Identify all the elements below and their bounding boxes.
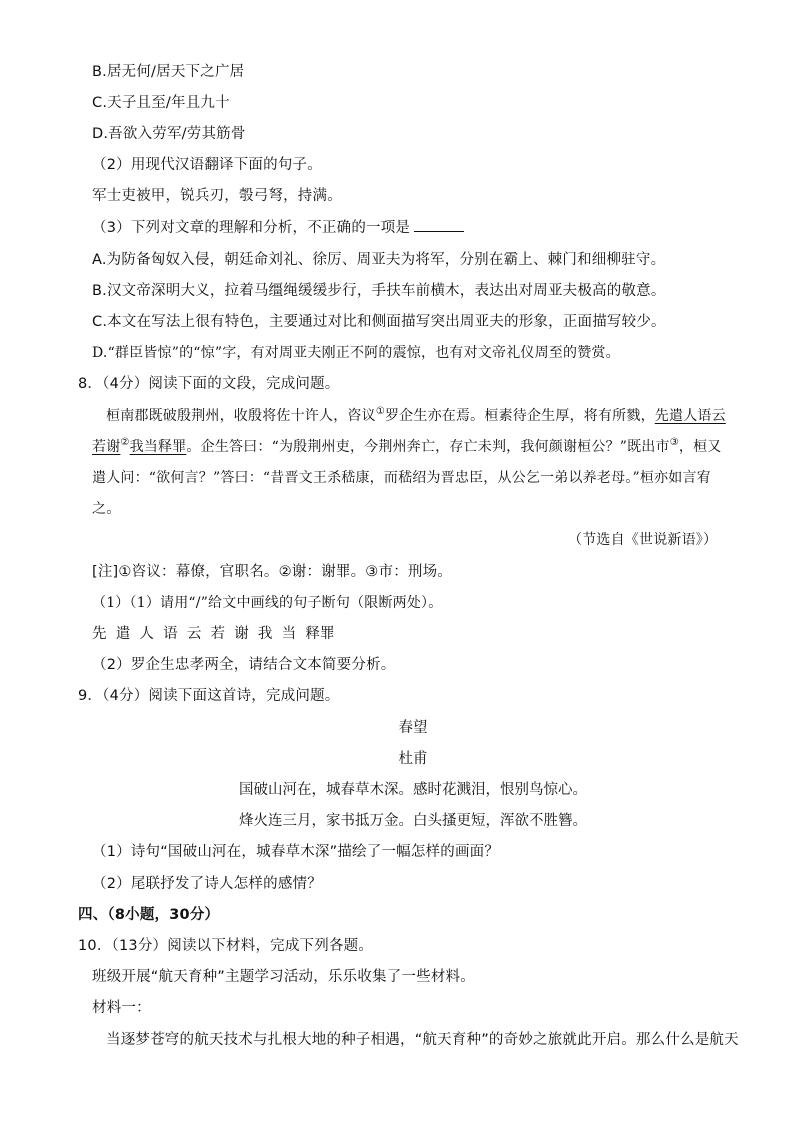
- char-cell: 释罪: [305, 626, 335, 642]
- poem-line-2: 烽火连三月，家书抵万金。白头搔更短，浑欲不胜簪。: [239, 813, 587, 829]
- q8-passage-text: ，桓又: [678, 439, 722, 455]
- q7-answer-b: B.汉文帝深明大义，拉着马缰绳缓缓步行，手扶车前横木，表达出对周亚夫极高的敬意。: [92, 283, 666, 299]
- q8-sub-question-1: （1）（1）请用“/”给文中画线的句子断句（限断两处）。: [92, 595, 443, 611]
- q8-passage-line-2: [92, 437, 721, 457]
- poem-author: 杜甫: [398, 751, 428, 767]
- char-cell: 人: [139, 626, 155, 642]
- q7-answer-d: D.“群臣皆惊”的“惊”字，有对周亚夫刚正不阿的震惊，也有对文帝礼仪周至的赞赏。: [92, 345, 620, 361]
- q8-source: （节选自《世说新语》）: [568, 532, 718, 548]
- q8-passage-line-4: 之。: [92, 501, 121, 517]
- q8-passage-line-1: [92, 406, 726, 426]
- q8-sub-question-2: （2）罗企生忠孝两全，请结合文本简要分析。: [92, 657, 396, 673]
- q8-passage-text: 罗企生亦在焉。桓素待企生厚，将有所戮，: [384, 408, 655, 424]
- q8-note: [注]①咨议：幕僚，官职名。②谢：谢罪。③市：刑场。: [92, 564, 453, 580]
- q7-translate-sentence: 军士吏被甲，锐兵刃，彀弓弩，持满。: [92, 188, 342, 204]
- footnote-mark-1: ①: [375, 406, 385, 418]
- answer-blank[interactable]: [414, 217, 464, 232]
- q10-header: 10．（13分）阅读以下材料，完成下列各题。: [78, 938, 374, 954]
- q8-sentence-chars: [92, 624, 344, 644]
- char-cell: 谢: [234, 626, 249, 642]
- footnote-mark-2: ②: [120, 437, 130, 449]
- q8-underlined-sentence: 若谢: [92, 439, 121, 455]
- q7-option-c: C.天子且至/年且九十: [92, 95, 230, 111]
- char-cell: 云: [186, 626, 202, 642]
- poem-title: 春望: [398, 720, 428, 736]
- q7-sub-question-3: [92, 217, 464, 238]
- q8-passage-text: 桓南郡既破殷荆州，收殷将佐十许人，咨议: [106, 408, 376, 424]
- footnote-mark-3: ③: [669, 437, 679, 449]
- q7-option-d: D.吾欲入劳军/劳其筋骨: [92, 126, 246, 142]
- q8-underlined-sentence: 先遣人语云: [654, 408, 726, 424]
- char-cell: 语: [163, 626, 178, 642]
- q7-option-b: B.居无何/居天下之广居: [92, 64, 245, 80]
- q9-sub-question-1: （1）诗句“国破山河在，城春草木深”描绘了一幅怎样的画面？: [92, 844, 500, 860]
- q7-answer-c: C.本文在写法上很有特色，主要通过对比和侧面描写突出周亚夫的形象，正面描写较少。: [92, 314, 666, 330]
- q9-header: 9．（4分）阅读下面这首诗，完成问题。: [78, 688, 340, 704]
- q8-passage-line-3: 遣人问：“欲何言？”答曰：“昔晋文王杀嵇康，而嵇绍为晋忠臣，从公乞一弟以养老母。”桓亦如言宥: [92, 470, 711, 486]
- poem-line-1: 国破山河在，城春草木深。感时花溅泪，恨别鸟惊心。: [239, 782, 587, 798]
- char-cell: 若: [210, 626, 226, 642]
- char-cell: 遣: [115, 626, 131, 642]
- q7-sub-question-2: （2）用现代汉语翻译下面的句子。: [92, 157, 322, 173]
- q10-intro: 班级开展“航天育种”主题学习活动，乐乐收集了一些材料。: [92, 969, 475, 985]
- q7-sub-question-3-text: （3）下列对文章的理解和分析，不正确的一项是: [92, 220, 411, 236]
- q10-paragraph: 当逐梦苍穹的航天技术与扎根大地的种子相遇，“航天育种”的奇妙之旅就此开启。那么什么是航天: [106, 1032, 739, 1048]
- q10-material-label: 材料一：: [92, 1000, 151, 1016]
- char-cell: 先: [92, 626, 107, 642]
- char-cell: 当: [281, 626, 297, 642]
- section-heading: 四、（8小题，30分）: [78, 907, 220, 923]
- q8-passage-text: 。企生答曰：“为殷荆州吏，今荆州奔亡，存亡未判，我何颜谢桓公？”既出市: [186, 439, 670, 455]
- char-cell: 我: [257, 626, 273, 642]
- q8-underlined-sentence: 我当释罪: [129, 439, 187, 455]
- q7-answer-a: A.为防备匈奴入侵，朝廷命刘礼、徐厉、周亚夫为将军，分别在霸上、棘门和细柳驻守。: [92, 252, 666, 268]
- q8-header: 8．（4分）阅读下面的文段，完成问题。: [78, 376, 340, 392]
- q9-sub-question-2: （2）尾联抒发了诗人怎样的感情？: [92, 876, 322, 892]
